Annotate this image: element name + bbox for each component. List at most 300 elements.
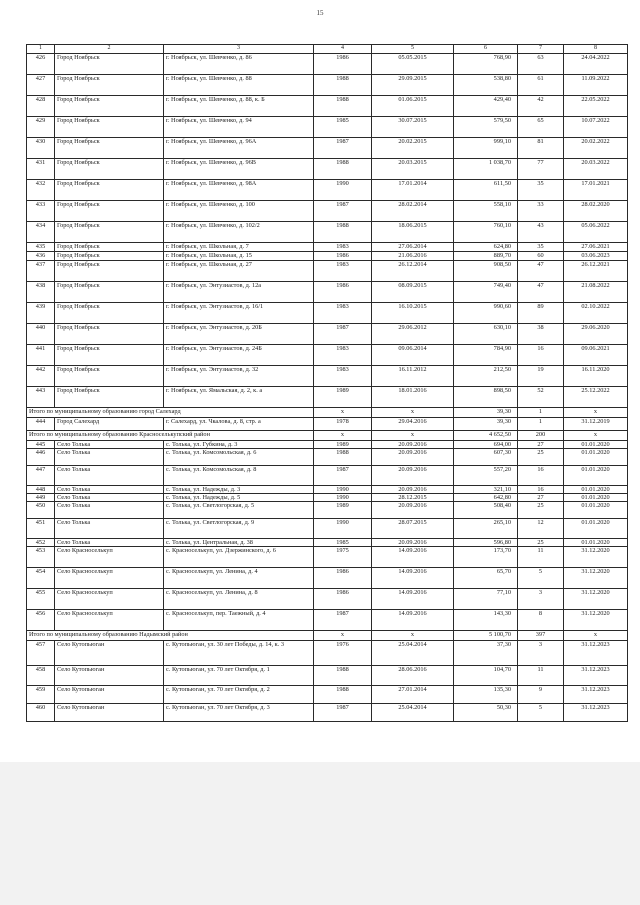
row-number-cell: 429 <box>27 117 55 138</box>
deadline-cell: 01.01.2020 <box>564 539 628 547</box>
area-cell: 768,90 <box>454 54 518 75</box>
table-row <box>27 466 628 486</box>
municipality-cell: Село Красноселькуп <box>55 568 164 589</box>
area-cell: 135,30 <box>454 686 518 704</box>
deadline-cell: 31.12.2020 <box>564 568 628 589</box>
deadline-cell: 31.12.2020 <box>564 589 628 610</box>
area-cell: 898,50 <box>454 387 518 408</box>
column-number: 4 <box>314 45 372 54</box>
total-deadline-cell: x <box>564 408 628 418</box>
address-cell: с. Толька, ул. Губкина, д. 3 <box>164 441 314 449</box>
residents-cell: 33 <box>518 201 564 222</box>
address-cell: с. Толька, ул. Светлогорская, д. 5 <box>164 502 314 519</box>
year-built-cell: 1988 <box>314 75 372 96</box>
address-cell: с. Кутопьюган, ул. 30 лет Победы, д. 14, к. 3 <box>164 641 314 666</box>
deadline-cell: 09.06.2021 <box>564 345 628 366</box>
residents-cell: 65 <box>518 117 564 138</box>
recognition-date-cell: 28.07.2015 <box>372 519 454 539</box>
recognition-date-cell: 14.09.2016 <box>372 568 454 589</box>
row-number-cell: 460 <box>27 704 55 722</box>
address-cell: г. Ноябрьск, ул. Энтузиастов, д. 12а <box>164 282 314 303</box>
year-built-cell: 1987 <box>314 138 372 159</box>
address-cell: г. Салехард, ул. Чкалова, д. 8, стр. а <box>164 418 314 431</box>
recognition-date-cell: 05.05.2015 <box>372 54 454 75</box>
subtotal-label: Итого по муниципальному образованию город Салехард <box>27 408 314 418</box>
total-area-cell: 4 652,50 <box>454 431 518 441</box>
recognition-date-cell: 29.09.2015 <box>372 75 454 96</box>
total-date-cell: x <box>372 408 454 418</box>
area-cell: 579,50 <box>454 117 518 138</box>
residents-cell: 61 <box>518 75 564 96</box>
municipality-cell: Город Ноябрьск <box>55 282 164 303</box>
deadline-cell: 29.06.2020 <box>564 324 628 345</box>
year-built-cell: 1987 <box>314 610 372 631</box>
page-number: 15 <box>316 9 324 17</box>
recognition-date-cell: 20.09.2016 <box>372 449 454 466</box>
recognition-date-cell: 09.06.2014 <box>372 345 454 366</box>
deadline-cell: 01.01.2020 <box>564 466 628 486</box>
deadline-cell: 11.09.2022 <box>564 75 628 96</box>
recognition-date-cell: 16.11.2012 <box>372 366 454 387</box>
area-cell: 908,50 <box>454 261 518 282</box>
table-row <box>27 96 628 117</box>
row-number-cell: 443 <box>27 387 55 408</box>
address-cell: с. Толька, ул. Светлогорская, д. 9 <box>164 519 314 539</box>
column-number: 3 <box>164 45 314 54</box>
total-year-cell: x <box>314 408 372 418</box>
municipality-cell: Город Ноябрьск <box>55 345 164 366</box>
deadline-cell: 01.01.2020 <box>564 502 628 519</box>
residents-cell: 35 <box>518 180 564 201</box>
address-cell: г. Ноябрьск, ул. Шевченко, д. 102/2 <box>164 222 314 243</box>
total-date-cell: x <box>372 631 454 641</box>
row-number-cell: 438 <box>27 282 55 303</box>
deadline-cell: 01.01.2020 <box>564 519 628 539</box>
deadline-cell: 28.02.2020 <box>564 201 628 222</box>
row-number-cell: 454 <box>27 568 55 589</box>
area-cell: 39,30 <box>454 418 518 431</box>
residents-cell: 52 <box>518 387 564 408</box>
address-cell: г. Ноябрьск, ул. Шевченко, д. 88, к. Б <box>164 96 314 117</box>
residents-cell: 27 <box>518 441 564 449</box>
residents-cell: 25 <box>518 502 564 519</box>
subtotal-row <box>27 431 628 441</box>
row-number-cell: 452 <box>27 539 55 547</box>
row-number-cell: 432 <box>27 180 55 201</box>
row-number-cell: 428 <box>27 96 55 117</box>
area-cell: 990,60 <box>454 303 518 324</box>
row-number-cell: 440 <box>27 324 55 345</box>
recognition-date-cell: 14.09.2016 <box>372 547 454 568</box>
row-number-cell: 446 <box>27 449 55 466</box>
residents-cell: 89 <box>518 303 564 324</box>
deadline-cell: 31.12.2020 <box>564 547 628 568</box>
area-cell: 889,70 <box>454 252 518 261</box>
recognition-date-cell: 25.04.2014 <box>372 704 454 722</box>
area-cell: 265,10 <box>454 519 518 539</box>
address-cell: г. Ноябрьск, ул. Ямальская, д. 2, к. а <box>164 387 314 408</box>
deadline-cell: 27.06.2021 <box>564 243 628 252</box>
residents-cell: 8 <box>518 610 564 631</box>
municipality-cell: Город Ноябрьск <box>55 261 164 282</box>
year-built-cell: 1985 <box>314 117 372 138</box>
address-cell: с. Кутопьюган, ул. 70 лет Октября, д. 1 <box>164 666 314 686</box>
area-cell: 596,80 <box>454 539 518 547</box>
area-cell: 558,10 <box>454 201 518 222</box>
deadline-cell: 31.12.2019 <box>564 418 628 431</box>
recognition-date-cell: 28.12.2015 <box>372 494 454 502</box>
year-built-cell: 1986 <box>314 54 372 75</box>
residents-cell: 25 <box>518 449 564 466</box>
address-cell: г. Ноябрьск, ул. Школьная, д. 7 <box>164 243 314 252</box>
total-residents-cell: 1 <box>518 408 564 418</box>
table-row <box>27 486 628 494</box>
recognition-date-cell: 08.09.2015 <box>372 282 454 303</box>
row-number-cell: 442 <box>27 366 55 387</box>
municipality-cell: Село Толька <box>55 519 164 539</box>
recognition-date-cell: 20.09.2016 <box>372 441 454 449</box>
area-cell: 104,70 <box>454 666 518 686</box>
table-row <box>27 222 628 243</box>
year-built-cell: 1986 <box>314 568 372 589</box>
table-row <box>27 303 628 324</box>
residents-cell: 11 <box>518 547 564 568</box>
recognition-date-cell: 20.03.2015 <box>372 159 454 180</box>
table-row <box>27 54 628 75</box>
area-cell: 50,30 <box>454 704 518 722</box>
recognition-date-cell: 20.09.2016 <box>372 502 454 519</box>
row-number-cell: 434 <box>27 222 55 243</box>
deadline-cell: 01.01.2020 <box>564 449 628 466</box>
year-built-cell: 1983 <box>314 366 372 387</box>
year-built-cell: 1975 <box>314 547 372 568</box>
address-cell: г. Ноябрьск, ул. Школьная, д. 27 <box>164 261 314 282</box>
recognition-date-cell: 21.06.2016 <box>372 252 454 261</box>
row-number-cell: 439 <box>27 303 55 324</box>
row-number-cell: 449 <box>27 494 55 502</box>
table-row <box>27 666 628 686</box>
area-cell: 77,10 <box>454 589 518 610</box>
year-built-cell: 1976 <box>314 641 372 666</box>
address-cell: с. Красноселькуп, пер. Таежный, д. 4 <box>164 610 314 631</box>
area-cell: 624,80 <box>454 243 518 252</box>
address-cell: с. Кутопьюган, ул. 70 лет Октября, д. 2 <box>164 686 314 704</box>
row-number-cell: 433 <box>27 201 55 222</box>
deadline-cell: 10.07.2022 <box>564 117 628 138</box>
table-row <box>27 261 628 282</box>
table-row <box>27 117 628 138</box>
subtotal-label: Итого по муниципальному образованию Красноселькупский район <box>27 431 314 441</box>
year-built-cell: 1986 <box>314 589 372 610</box>
row-number-cell: 435 <box>27 243 55 252</box>
area-cell: 999,10 <box>454 138 518 159</box>
recognition-date-cell: 17.01.2014 <box>372 180 454 201</box>
residents-cell: 25 <box>518 539 564 547</box>
year-built-cell: 1987 <box>314 324 372 345</box>
area-cell: 65,70 <box>454 568 518 589</box>
table-row <box>27 641 628 666</box>
area-cell: 749,40 <box>454 282 518 303</box>
municipality-cell: Село Толька <box>55 486 164 494</box>
deadline-cell: 25.12.2022 <box>564 387 628 408</box>
municipality-cell: Город Ноябрьск <box>55 324 164 345</box>
address-cell: г. Ноябрьск, ул. Энтузиастов, д. 32 <box>164 366 314 387</box>
table-row <box>27 345 628 366</box>
residents-cell: 47 <box>518 261 564 282</box>
year-built-cell: 1983 <box>314 345 372 366</box>
area-cell: 557,20 <box>454 466 518 486</box>
table-row <box>27 418 628 431</box>
column-number: 7 <box>518 45 564 54</box>
recognition-date-cell: 28.06.2016 <box>372 666 454 686</box>
row-number-cell: 441 <box>27 345 55 366</box>
row-number-cell: 431 <box>27 159 55 180</box>
residents-cell: 77 <box>518 159 564 180</box>
residents-cell: 38 <box>518 324 564 345</box>
column-number: 5 <box>372 45 454 54</box>
municipality-cell: Село Толька <box>55 449 164 466</box>
recognition-date-cell: 16.10.2015 <box>372 303 454 324</box>
year-built-cell: 1985 <box>314 539 372 547</box>
residents-cell: 43 <box>518 222 564 243</box>
year-built-cell: 1988 <box>314 222 372 243</box>
year-built-cell: 1988 <box>314 686 372 704</box>
residents-cell: 42 <box>518 96 564 117</box>
residents-cell: 11 <box>518 666 564 686</box>
residents-cell: 27 <box>518 494 564 502</box>
row-number-cell: 456 <box>27 610 55 631</box>
municipality-cell: Село Кутопьюган <box>55 686 164 704</box>
year-built-cell: 1990 <box>314 180 372 201</box>
municipality-cell: Село Кутопьюган <box>55 641 164 666</box>
total-residents-cell: 397 <box>518 631 564 641</box>
year-built-cell: 1983 <box>314 261 372 282</box>
address-cell: с. Толька, ул. Комсомольская, д. 8 <box>164 466 314 486</box>
address-cell: г. Ноябрьск, ул. Шевченко, д. 86 <box>164 54 314 75</box>
address-cell: с. Толька, ул. Комсомольская, д. 6 <box>164 449 314 466</box>
municipality-cell: Город Ноябрьск <box>55 96 164 117</box>
municipality-cell: Город Ноябрьск <box>55 159 164 180</box>
table-row <box>27 449 628 466</box>
table-row <box>27 201 628 222</box>
table-row <box>27 282 628 303</box>
address-cell: г. Ноябрьск, ул. Шевченко, д. 88 <box>164 75 314 96</box>
column-number: 8 <box>564 45 628 54</box>
deadline-cell: 03.06.2023 <box>564 252 628 261</box>
area-cell: 630,10 <box>454 324 518 345</box>
subtotal-label: Итого по муниципальному образованию Надымский район <box>27 631 314 641</box>
deadline-cell: 22.05.2022 <box>564 96 628 117</box>
municipality-cell: Село Красноселькуп <box>55 610 164 631</box>
recognition-date-cell: 14.09.2016 <box>372 589 454 610</box>
table-row <box>27 180 628 201</box>
address-cell: с. Красноселькуп, ул. Ленина, д. 4 <box>164 568 314 589</box>
area-cell: 1 038,70 <box>454 159 518 180</box>
table-row <box>27 704 628 722</box>
area-cell: 611,50 <box>454 180 518 201</box>
address-cell: с. Толька, ул. Надежды, д. 5 <box>164 494 314 502</box>
area-cell: 143,30 <box>454 610 518 631</box>
address-cell: г. Ноябрьск, ул. Шевченко, д. 98А <box>164 180 314 201</box>
deadline-cell: 31.12.2020 <box>564 610 628 631</box>
row-number-cell: 453 <box>27 547 55 568</box>
address-cell: г. Ноябрьск, ул. Шевченко, д. 100 <box>164 201 314 222</box>
recognition-date-cell: 20.09.2016 <box>372 539 454 547</box>
table-row <box>27 159 628 180</box>
row-number-cell: 427 <box>27 75 55 96</box>
municipality-cell: Город Ноябрьск <box>55 387 164 408</box>
deadline-cell: 31.12.2023 <box>564 686 628 704</box>
residents-cell: 5 <box>518 704 564 722</box>
table-row <box>27 547 628 568</box>
total-deadline-cell: x <box>564 631 628 641</box>
residents-cell: 47 <box>518 282 564 303</box>
column-number: 6 <box>454 45 518 54</box>
area-cell: 321,10 <box>454 486 518 494</box>
table-row <box>27 75 628 96</box>
row-number-cell: 444 <box>27 418 55 431</box>
total-residents-cell: 200 <box>518 431 564 441</box>
address-cell: с. Толька, ул. Надежды, д. 3 <box>164 486 314 494</box>
recognition-date-cell: 18.01.2016 <box>372 387 454 408</box>
residents-cell: 60 <box>518 252 564 261</box>
table-row <box>27 138 628 159</box>
deadline-cell: 20.03.2022 <box>564 159 628 180</box>
table-row <box>27 243 628 252</box>
deadline-cell: 05.06.2022 <box>564 222 628 243</box>
year-built-cell: 1990 <box>314 519 372 539</box>
municipality-cell: Село Толька <box>55 502 164 519</box>
table-row <box>27 252 628 261</box>
table-row <box>27 519 628 539</box>
address-cell: г. Ноябрьск, ул. Шевченко, д. 96В <box>164 159 314 180</box>
table-row <box>27 366 628 387</box>
year-built-cell: 1990 <box>314 494 372 502</box>
residents-cell: 16 <box>518 486 564 494</box>
recognition-date-cell: 20.09.2016 <box>372 466 454 486</box>
deadline-cell: 01.01.2020 <box>564 494 628 502</box>
area-cell: 173,70 <box>454 547 518 568</box>
row-number-cell: 448 <box>27 486 55 494</box>
municipality-cell: Город Ноябрьск <box>55 243 164 252</box>
year-built-cell: 1989 <box>314 387 372 408</box>
year-built-cell: 1987 <box>314 201 372 222</box>
deadline-cell: 21.08.2022 <box>564 282 628 303</box>
total-area-cell: 39,30 <box>454 408 518 418</box>
recognition-date-cell: 18.06.2015 <box>372 222 454 243</box>
column-number: 1 <box>27 45 55 54</box>
table-row <box>27 539 628 547</box>
recognition-date-cell: 26.12.2014 <box>372 261 454 282</box>
recognition-date-cell: 20.02.2015 <box>372 138 454 159</box>
municipality-cell: Город Ноябрьск <box>55 252 164 261</box>
year-built-cell: 1990 <box>314 486 372 494</box>
table-row <box>27 610 628 631</box>
deadline-cell: 01.01.2020 <box>564 441 628 449</box>
area-cell: 37,30 <box>454 641 518 666</box>
residents-cell: 1 <box>518 418 564 431</box>
municipality-cell: Город Ноябрьск <box>55 180 164 201</box>
table-row <box>27 324 628 345</box>
residents-cell: 16 <box>518 466 564 486</box>
year-built-cell: 1983 <box>314 243 372 252</box>
scan-margin <box>0 762 640 905</box>
deadline-cell: 02.10.2022 <box>564 303 628 324</box>
subtotal-row <box>27 408 628 418</box>
municipality-cell: Село Толька <box>55 466 164 486</box>
table-row <box>27 589 628 610</box>
residents-cell: 3 <box>518 641 564 666</box>
deadline-cell: 31.12.2023 <box>564 641 628 666</box>
residents-cell: 9 <box>518 686 564 704</box>
deadline-cell: 16.11.2020 <box>564 366 628 387</box>
row-number-cell: 445 <box>27 441 55 449</box>
total-year-cell: x <box>314 431 372 441</box>
municipality-cell: Село Кутопьюган <box>55 666 164 686</box>
row-number-cell: 426 <box>27 54 55 75</box>
deadline-cell: 31.12.2023 <box>564 704 628 722</box>
recognition-date-cell: 25.04.2014 <box>372 641 454 666</box>
recognition-date-cell: 30.07.2015 <box>372 117 454 138</box>
residents-cell: 19 <box>518 366 564 387</box>
municipality-cell: Город Ноябрьск <box>55 54 164 75</box>
recognition-date-cell: 29.04.2016 <box>372 418 454 431</box>
residents-cell: 81 <box>518 138 564 159</box>
row-number-cell: 455 <box>27 589 55 610</box>
area-cell: 784,90 <box>454 345 518 366</box>
row-number-cell: 437 <box>27 261 55 282</box>
deadline-cell: 17.01.2021 <box>564 180 628 201</box>
row-number-cell: 458 <box>27 666 55 686</box>
area-cell: 607,30 <box>454 449 518 466</box>
registry-table-wrapper <box>26 44 627 722</box>
subtotal-row <box>27 631 628 641</box>
municipality-cell: Село Толька <box>55 441 164 449</box>
recognition-date-cell: 28.02.2014 <box>372 201 454 222</box>
total-area-cell: 5 100,70 <box>454 631 518 641</box>
municipality-cell: Город Ноябрьск <box>55 117 164 138</box>
deadline-cell: 31.12.2023 <box>564 666 628 686</box>
row-number-cell: 450 <box>27 502 55 519</box>
row-number-cell: 459 <box>27 686 55 704</box>
year-built-cell: 1988 <box>314 666 372 686</box>
table-row <box>27 686 628 704</box>
year-built-cell: 1978 <box>314 418 372 431</box>
table-body <box>27 45 628 722</box>
municipality-cell: Село Толька <box>55 539 164 547</box>
municipality-cell: Город Ноябрьск <box>55 201 164 222</box>
residents-cell: 63 <box>518 54 564 75</box>
table-row <box>27 387 628 408</box>
address-cell: с. Кутопьюган, ул. 70 лет Октября, д. 3 <box>164 704 314 722</box>
year-built-cell: 1986 <box>314 282 372 303</box>
address-cell: г. Ноябрьск, ул. Энтузиастов, д. 24Б <box>164 345 314 366</box>
municipality-cell: Город Ноябрьск <box>55 138 164 159</box>
recognition-date-cell: 01.06.2015 <box>372 96 454 117</box>
year-built-cell: 1983 <box>314 303 372 324</box>
total-year-cell: x <box>314 631 372 641</box>
table-row <box>27 568 628 589</box>
housing-registry-table <box>26 44 628 722</box>
residents-cell: 35 <box>518 243 564 252</box>
row-number-cell: 457 <box>27 641 55 666</box>
total-date-cell: x <box>372 431 454 441</box>
row-number-cell: 447 <box>27 466 55 486</box>
address-cell: г. Ноябрьск, ул. Шевченко, д. 96А <box>164 138 314 159</box>
deadline-cell: 01.01.2020 <box>564 486 628 494</box>
area-cell: 212,50 <box>454 366 518 387</box>
column-number-row <box>27 45 628 54</box>
